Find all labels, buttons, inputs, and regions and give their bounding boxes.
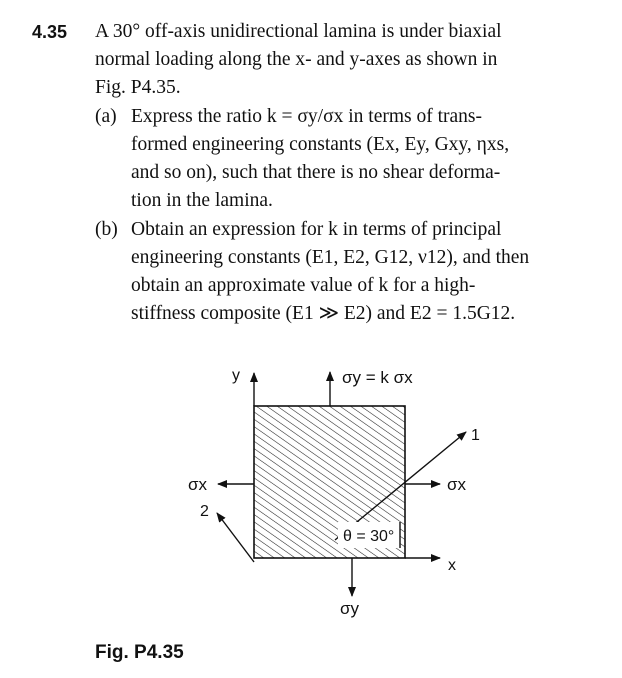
part-b-line-4: stiffness composite (E1 ≫ E2) and E2 = 1.5G12.: [131, 303, 516, 324]
fiber-axis-label: 1: [471, 427, 480, 444]
part-b-line-1: Obtain an expression for k in terms of principal: [131, 219, 502, 240]
part-a-label: (a): [95, 106, 117, 127]
transverse-axis-label: 2: [200, 503, 209, 520]
problem-number: 4.35: [32, 22, 68, 42]
intro-line-1: A 30° off-axis unidirectional lamina is under biaxial: [95, 21, 502, 42]
part-b-line-3: obtain an approximate value of k for a high-: [131, 275, 476, 296]
intro-line-3: Fig. P4.35.: [95, 77, 181, 98]
part-a-line-4: tion in the lamina.: [131, 190, 273, 211]
figure-caption: Fig. P4.35: [95, 642, 184, 663]
angle-label: θ = 30°: [343, 528, 395, 545]
transverse-axis-2: [217, 513, 254, 562]
x-axis-label: x: [448, 557, 456, 574]
left-load-label: σx: [188, 475, 207, 494]
part-a-line-1: Express the ratio k = σy/σx in terms of trans-: [131, 106, 482, 127]
top-load-label: σy = k σx: [342, 368, 413, 387]
y-axis-label: y: [232, 367, 240, 384]
part-b-line-2: engineering constants (E1, E2, G12, ν12), and then: [131, 247, 530, 268]
right-load-label: σx: [447, 475, 466, 494]
part-a-line-2: formed engineering constants (Ex, Ey, Gxy, ηxs,: [131, 134, 510, 155]
part-b-label: (b): [95, 219, 118, 240]
intro-line-2: normal loading along the x- and y-axes as shown in: [95, 49, 498, 70]
bottom-load-label: σy: [340, 599, 359, 618]
part-a-line-3: and so on), such that there is no shear deforma-: [131, 162, 501, 183]
